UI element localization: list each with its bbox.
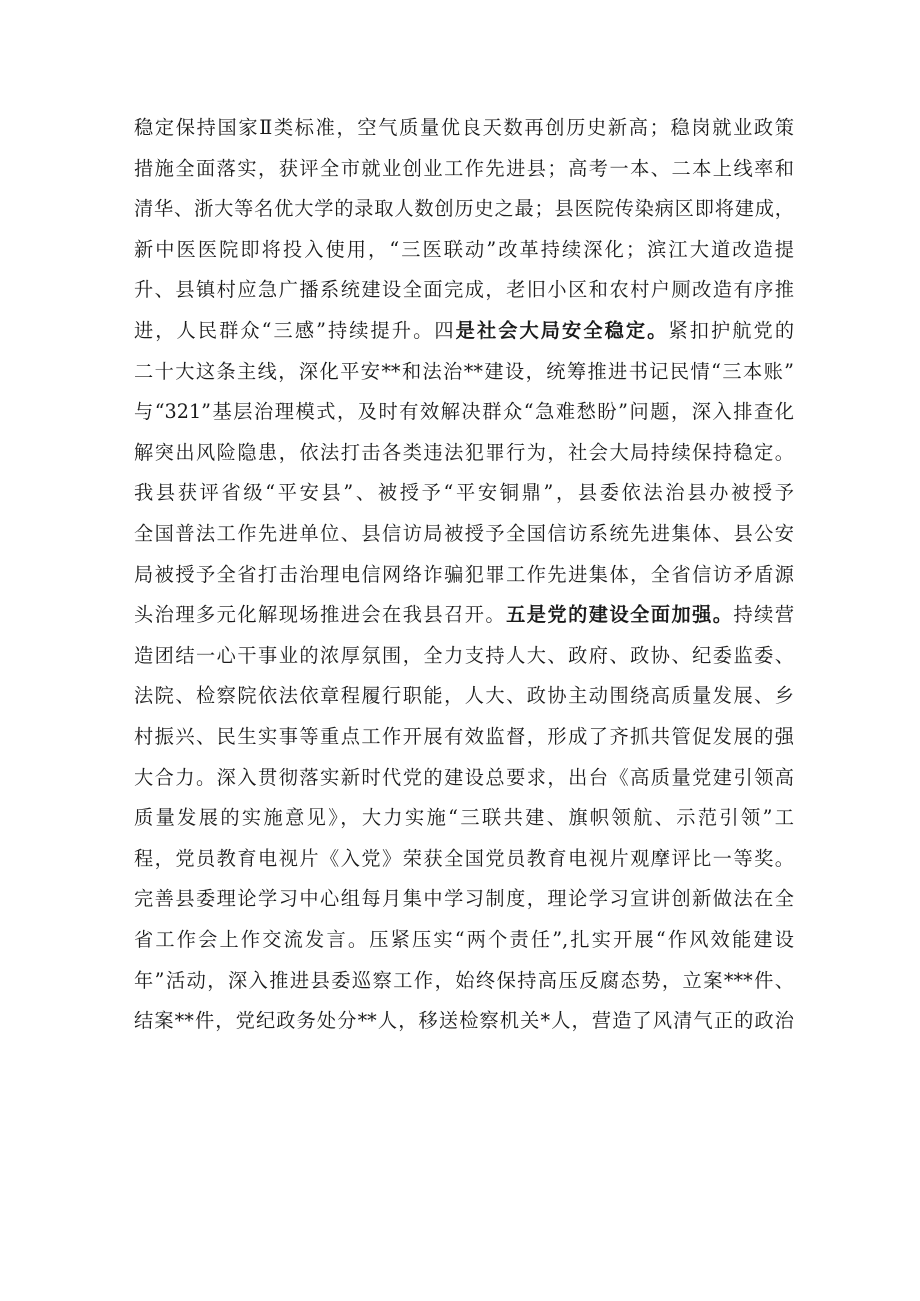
text-segment: 清华、浙大等名优大学的录取人数创历史之最；县医院传染病区即将建成， [134, 197, 794, 221]
text-line [134, 961, 794, 1001]
text-segment: 新中医医院即将投入使用，“三医联动”改革持续深化；滨江大道改造提 [134, 237, 794, 261]
text-line [134, 433, 794, 473]
text-line [134, 1001, 794, 1041]
text-line [134, 473, 794, 513]
bold-heading-text: 五是党的建设全面加强。 [506, 603, 734, 627]
text-segment: 头治理多元化解现场推进会在我县召开。 [134, 603, 507, 627]
text-line [134, 758, 794, 798]
text-line [134, 230, 794, 270]
text-line [134, 879, 794, 919]
text-line [134, 311, 794, 351]
text-segment: 程，党员教育电视片《入党》荣获全国党员教育电视片观摩评比一等奖。 [134, 846, 794, 870]
text-segment: 升、县镇村应急广播系统建设全面完成，老旧小区和农村户厕改造有序推 [134, 278, 794, 302]
text-segment: 进，人民群众“三感”持续提升。四 [134, 319, 456, 342]
text-line [134, 839, 794, 879]
bold-heading-text: 是社会大局安全稳定。 [455, 319, 669, 342]
text-line [134, 392, 794, 432]
text-segment: 完善县委理论学习中心组每月集中学习制度，理论学习宣讲创新做法在全 [134, 887, 794, 911]
text-line [134, 717, 794, 757]
text-segment: 与“321”基层治理模式，及时有效解决群众“急难愁盼”问题，深入排查化 [134, 400, 794, 424]
text-segment: 质量发展的实施意见》，大力实施“三联共建、旗帜领航、示范引领”工 [134, 806, 794, 830]
text-line [134, 920, 794, 960]
text-segment: 我县获评省级“平安县”、被授予“平安铜鼎”，县委依法治县办被授予 [134, 481, 794, 505]
text-line [134, 676, 794, 716]
text-segment: 法院、检察院依法依章程履行职能，人大、政协主动围绕高质量发展、乡 [134, 684, 794, 708]
text-line [134, 352, 794, 392]
text-segment: 结案**件，党纪政务处分**人，移送检察机关*人，营造了风清气正的政治 [134, 1009, 794, 1033]
text-segment: 局被授予全省打击治理电信网络诈骗犯罪工作先进集体，全省信访矛盾源 [134, 562, 794, 586]
text-segment: 省工作会上作交流发言。压紧压实“两个责任”,扎实开展“作风效能建设 [134, 928, 794, 951]
text-line [134, 149, 794, 189]
text-line [134, 595, 794, 635]
text-line [134, 798, 794, 838]
text-line [134, 189, 794, 229]
text-segment: 解突出风险隐患，依法打击各类违法犯罪行为，社会大局持续保持稳定。 [134, 440, 794, 464]
text-segment: 紧扣护航党的 [668, 319, 794, 342]
text-line [134, 636, 794, 676]
text-line [134, 555, 794, 595]
text-segment: 二十大这条主线，深化平安**和法治**建设，统筹推进书记民情“三本账” [134, 359, 794, 383]
text-segment: 稳定保持国家Ⅱ类标准，空气质量优良天数再创历史新高；稳岗就业政策 [134, 116, 794, 139]
text-segment: 全国普法工作先进单位、县信访局被授予全国信访系统先进集体、县公安 [134, 522, 794, 545]
text-segment: 村振兴、民生实事等重点工作开展有效监督，形成了齐抓共管促发展的强 [134, 725, 794, 748]
text-segment: 大合力。深入贯彻落实新时代党的建设总要求，出台《高质量党建引领高 [134, 765, 794, 789]
text-line [134, 514, 794, 554]
text-segment: 年”活动，深入推进县委巡察工作，始终保持高压反腐态势，立案***件、 [134, 968, 794, 992]
text-line [134, 108, 794, 148]
text-segment: 措施全面落实，获评全市就业创业工作先进县；高考一本、二本上线率和 [134, 156, 794, 180]
text-segment: 造团结一心干事业的浓厚氛围，全力支持人大、政府、政协、纪委监委、 [134, 643, 794, 667]
text-line [134, 270, 794, 310]
text-segment: 持续营 [733, 603, 794, 627]
